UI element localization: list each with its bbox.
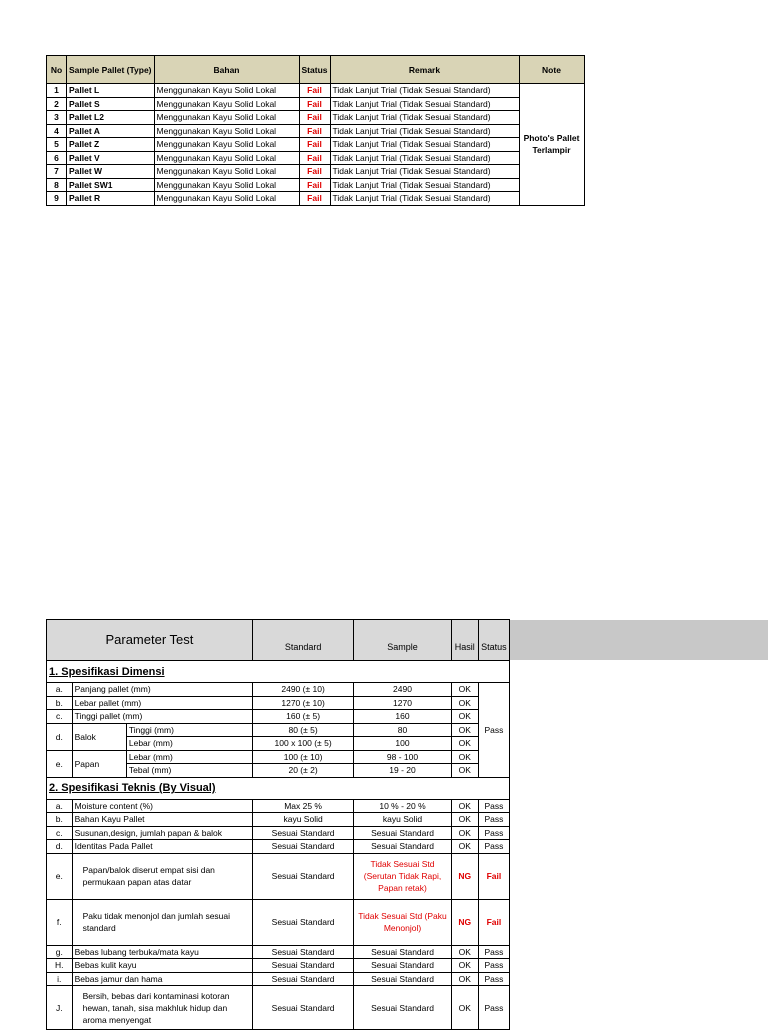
row-status: Fail — [299, 124, 330, 138]
row-bahan: Menggunakan Kayu Solid Lokal — [154, 192, 299, 206]
row-hasil: OK — [451, 683, 478, 697]
row-label: Bebas kulit kayu — [72, 959, 252, 973]
row-type: Pallet L — [67, 84, 155, 98]
table-row — [47, 192, 585, 206]
row-no: 1 — [47, 84, 67, 98]
row-remark: Tidak Lanjut Trial (Tidak Sesuai Standard) — [330, 178, 519, 192]
row-sample: 100 — [354, 737, 451, 751]
row-bahan: Menggunakan Kayu Solid Lokal — [154, 138, 299, 152]
table-row — [47, 683, 510, 697]
note-cell: Photo's Pallet Terlampir — [519, 84, 584, 206]
row-sample: Sesuai Standard — [354, 959, 451, 973]
row-hasil: NG — [451, 899, 478, 945]
row-label: Papan/balok diserut empat sisi dan permukaan papan atas datar — [72, 853, 252, 899]
row-no: 8 — [47, 178, 67, 192]
row-hasil: OK — [451, 737, 478, 751]
row-hasil: OK — [451, 826, 478, 840]
table-row — [47, 111, 585, 125]
row-status: Pass — [478, 986, 509, 1030]
row-standard: Sesuai Standard — [252, 853, 353, 899]
col-standard: Standard — [252, 620, 353, 661]
row-sample: 80 — [354, 723, 451, 737]
row-status: Pass — [478, 826, 509, 840]
row-status: Fail — [299, 138, 330, 152]
row-hasil: OK — [451, 696, 478, 710]
row-remark: Tidak Lanjut Trial (Tidak Sesuai Standard) — [330, 192, 519, 206]
row-standard: 20 (± 2) — [252, 764, 353, 778]
row-sample: 10 % - 20 % — [354, 799, 451, 813]
row-label: Panjang pallet (mm) — [72, 683, 252, 697]
teknis-body — [47, 799, 510, 1030]
row-no: 2 — [47, 97, 67, 111]
section-title-teknis: 2. Spesifikasi Teknis (By Visual) — [47, 777, 510, 799]
table-row — [47, 959, 510, 973]
row-status: Fail — [478, 853, 509, 899]
row-index: g. — [47, 945, 73, 959]
row-status: Fail — [299, 111, 330, 125]
row-status: Pass — [478, 840, 509, 854]
row-sample: Sesuai Standard — [354, 826, 451, 840]
row-standard: Sesuai Standard — [252, 972, 353, 986]
row-remark: Tidak Lanjut Trial (Tidak Sesuai Standard) — [330, 138, 519, 152]
row-type: Pallet SW1 — [67, 178, 155, 192]
row-standard: 2490 (± 10) — [252, 683, 353, 697]
row-status: Pass — [478, 799, 509, 813]
header-grey-band — [510, 620, 768, 660]
table-row — [47, 986, 510, 1030]
row-label: Moisture content (%) — [72, 799, 252, 813]
row-remark: Tidak Lanjut Trial (Tidak Sesuai Standard) — [330, 165, 519, 179]
row-standard: 160 (± 5) — [252, 710, 353, 724]
row-standard: Sesuai Standard — [252, 826, 353, 840]
row-type: Pallet R — [67, 192, 155, 206]
row-sample: 19 - 20 — [354, 764, 451, 778]
row-bahan: Menggunakan Kayu Solid Lokal — [154, 97, 299, 111]
row-hasil: OK — [451, 710, 478, 724]
row-no: 9 — [47, 192, 67, 206]
params-header-row — [47, 620, 510, 661]
section-title-dimensi: 1. Spesifikasi Dimensi — [47, 661, 510, 683]
section-row — [47, 661, 510, 683]
row-no: 4 — [47, 124, 67, 138]
row-bahan: Menggunakan Kayu Solid Lokal — [154, 178, 299, 192]
row-sample: Sesuai Standard — [354, 972, 451, 986]
row-sublabel: Lebar (mm) — [126, 737, 252, 751]
table-row — [47, 799, 510, 813]
table-row — [47, 826, 510, 840]
row-standard: 100 x 100 (± 5) — [252, 737, 353, 751]
row-label: Identitas Pada Pallet — [72, 840, 252, 854]
row-no: 5 — [47, 138, 67, 152]
row-hasil: OK — [451, 764, 478, 778]
col-sample: Sample — [354, 620, 451, 661]
row-bahan: Menggunakan Kayu Solid Lokal — [154, 84, 299, 98]
col-bahan: Bahan — [154, 56, 299, 84]
row-no: 6 — [47, 151, 67, 165]
row-index: d. — [47, 723, 73, 750]
row-status: Fail — [299, 192, 330, 206]
table-row — [47, 945, 510, 959]
row-status: Fail — [299, 97, 330, 111]
row-index: i. — [47, 972, 73, 986]
section-row — [47, 777, 510, 799]
table-row — [47, 853, 510, 899]
col-no: No — [47, 56, 67, 84]
parameter-test-title: Parameter Test — [47, 620, 253, 661]
row-standard: kayu Solid — [252, 813, 353, 827]
row-label: Bahan Kayu Pallet — [72, 813, 252, 827]
col-status: Status — [299, 56, 330, 84]
row-no: 7 — [47, 165, 67, 179]
row-index: b. — [47, 813, 73, 827]
table-row — [47, 710, 510, 724]
row-hasil: OK — [451, 959, 478, 973]
row-sample: kayu Solid — [354, 813, 451, 827]
row-sample: Tidak Sesuai Std (Serutan Tidak Rapi, Papan retak) — [354, 853, 451, 899]
row-label: Bersih, bebas dari kontaminasi kotoran hewan, tanah, sisa makhluk hidup dan aroma menyengat — [72, 986, 252, 1030]
row-status: Fail — [299, 151, 330, 165]
row-hasil: OK — [451, 945, 478, 959]
row-type: Pallet V — [67, 151, 155, 165]
row-standard: 80 (± 5) — [252, 723, 353, 737]
row-label: Papan — [72, 750, 126, 777]
row-standard: Sesuai Standard — [252, 840, 353, 854]
col-status: Status — [478, 620, 509, 661]
row-index: a. — [47, 683, 73, 697]
parameter-test-table — [46, 619, 510, 1030]
dimensi-status: Pass — [478, 683, 509, 778]
col-remark: Remark — [330, 56, 519, 84]
row-standard: 100 (± 10) — [252, 750, 353, 764]
row-index: b. — [47, 696, 73, 710]
row-type: Pallet L2 — [67, 111, 155, 125]
row-remark: Tidak Lanjut Trial (Tidak Sesuai Standard) — [330, 97, 519, 111]
row-type: Pallet Z — [67, 138, 155, 152]
col-hasil: Hasil — [451, 620, 478, 661]
row-bahan: Menggunakan Kayu Solid Lokal — [154, 124, 299, 138]
row-standard: Sesuai Standard — [252, 899, 353, 945]
row-index: e. — [47, 750, 73, 777]
row-type: Pallet S — [67, 97, 155, 111]
row-standard: Max 25 % — [252, 799, 353, 813]
row-standard: Sesuai Standard — [252, 959, 353, 973]
row-index: d. — [47, 840, 73, 854]
table-row — [47, 972, 510, 986]
table-row — [47, 138, 585, 152]
row-label: Lebar pallet (mm) — [72, 696, 252, 710]
table-row — [47, 165, 585, 179]
table-row — [47, 178, 585, 192]
table-row — [47, 84, 585, 98]
row-status: Fail — [478, 899, 509, 945]
row-bahan: Menggunakan Kayu Solid Lokal — [154, 151, 299, 165]
row-index: c. — [47, 710, 73, 724]
row-no: 3 — [47, 111, 67, 125]
row-sample: 160 — [354, 710, 451, 724]
row-sample: 2490 — [354, 683, 451, 697]
table-row — [47, 696, 510, 710]
row-hasil: OK — [451, 813, 478, 827]
row-standard: 1270 (± 10) — [252, 696, 353, 710]
row-status: Fail — [299, 165, 330, 179]
summary-table — [46, 55, 585, 206]
row-hasil: OK — [451, 799, 478, 813]
row-index: f. — [47, 899, 73, 945]
col-note: Note — [519, 56, 584, 84]
table-row — [47, 840, 510, 854]
row-label: Balok — [72, 723, 126, 750]
table-row — [47, 750, 510, 764]
row-index: e. — [47, 853, 73, 899]
table-row — [47, 899, 510, 945]
table-row — [47, 151, 585, 165]
row-remark: Tidak Lanjut Trial (Tidak Sesuai Standard) — [330, 151, 519, 165]
row-index: a. — [47, 799, 73, 813]
row-sublabel: Tebal (mm) — [126, 764, 252, 778]
row-label: Tinggi pallet (mm) — [72, 710, 252, 724]
row-sublabel: Lebar (mm) — [126, 750, 252, 764]
row-sample: Sesuai Standard — [354, 840, 451, 854]
row-type: Pallet A — [67, 124, 155, 138]
row-sample: 98 - 100 — [354, 750, 451, 764]
row-remark: Tidak Lanjut Trial (Tidak Sesuai Standard) — [330, 124, 519, 138]
row-label: Bebas jamur dan hama — [72, 972, 252, 986]
row-status: Pass — [478, 959, 509, 973]
row-sample: Tidak Sesuai Std (Paku Menonjol) — [354, 899, 451, 945]
table-row — [47, 97, 585, 111]
row-bahan: Menggunakan Kayu Solid Lokal — [154, 165, 299, 179]
row-status: Pass — [478, 972, 509, 986]
summary-body — [47, 84, 585, 206]
row-hasil: OK — [451, 750, 478, 764]
row-sample: Sesuai Standard — [354, 945, 451, 959]
row-label: Paku tidak menonjol dan jumlah sesuai standard — [72, 899, 252, 945]
row-hasil: OK — [451, 723, 478, 737]
row-type: Pallet W — [67, 165, 155, 179]
row-hasil: OK — [451, 840, 478, 854]
table-row — [47, 813, 510, 827]
row-remark: Tidak Lanjut Trial (Tidak Sesuai Standard) — [330, 84, 519, 98]
row-status: Pass — [478, 813, 509, 827]
row-standard: Sesuai Standard — [252, 945, 353, 959]
row-index: c. — [47, 826, 73, 840]
row-index: J. — [47, 986, 73, 1030]
row-standard: Sesuai Standard — [252, 986, 353, 1030]
row-sample: Sesuai Standard — [354, 986, 451, 1030]
row-bahan: Menggunakan Kayu Solid Lokal — [154, 111, 299, 125]
row-remark: Tidak Lanjut Trial (Tidak Sesuai Standard) — [330, 111, 519, 125]
row-index: H. — [47, 959, 73, 973]
row-hasil: OK — [451, 972, 478, 986]
row-sublabel: Tinggi (mm) — [126, 723, 252, 737]
row-label: Susunan,design, jumlah papan & balok — [72, 826, 252, 840]
col-type: Sample Pallet (Type) — [67, 56, 155, 84]
row-hasil: NG — [451, 853, 478, 899]
row-status: Pass — [478, 945, 509, 959]
row-status: Fail — [299, 84, 330, 98]
table-row — [47, 124, 585, 138]
row-hasil: OK — [451, 986, 478, 1030]
row-label: Bebas lubang terbuka/mata kayu — [72, 945, 252, 959]
summary-header-row — [47, 56, 585, 84]
row-status: Fail — [299, 178, 330, 192]
row-sample: 1270 — [354, 696, 451, 710]
table-row — [47, 723, 510, 737]
